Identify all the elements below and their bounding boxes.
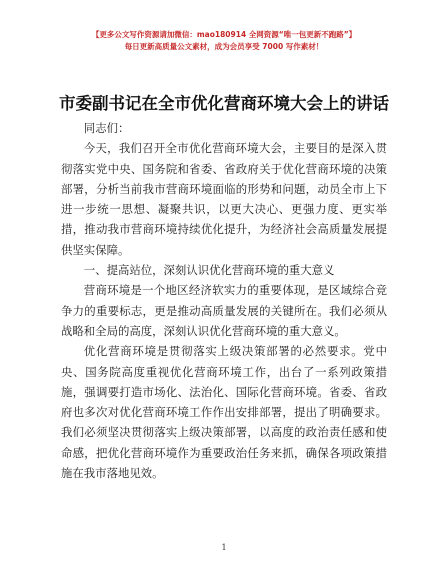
- paragraph-significance: 营商环境是一个地区经济软实力的重要体现，是区域综合竞争力的重要标志，更是推动高质量发展的关键所在。我们必须从战略和全局的高度，深刻认识优化营商环境的重大意义。: [61, 283, 387, 338]
- document-body: [61, 118, 387, 483]
- page-number: 1: [221, 543, 227, 552]
- paragraph-requirements: 优化营商环境是贯彻落实上级决策部署的必然要求。党中央、国务院高度重视优化营商环境工作，出台了一系列政策措施，强调要打造市场化、法治化、国际化营商环境。省委、省政府也多次对优化营商环境工作作出安排部署，提出了明确要求。我们必须坚决贯彻落实上级决策部署，以高度的政治责任感和使命感，把优化营商环境作为重要政治任务来抓，确保各项政策措施在我市落地见效。: [61, 344, 387, 481]
- promo-banner-line-2: 每日更新高质量公文素材，成为会员享受 7000 写作素材！: [124, 42, 324, 51]
- paragraph-intro: 今天，我们召开全市优化营商环境大会，主要目的是深入贯彻落实党中央、国务院和省委、省政府关于优化营商环境的决策部署，分析当前我市营商环境面临的形势和问题，动员全市上下进一步统一思想、凝聚共识，以更大决心、更强力度、更实举措，推动我市营商环境持续优化提升，为经济社会高质量发展提供坚实保障。: [61, 141, 387, 257]
- document-title: 市委副书记在全市优化营商环境大会上的讲话: [59, 94, 389, 113]
- promo-banner-line-1: 【更多公文写作资源请加微信：mao180914 全网资源“唯一包更新不跑路”】: [91, 30, 357, 39]
- section-heading-1: 一、提高站位，深刻认识优化营商环境的重大意义: [83, 263, 335, 278]
- salutation: 同志们：: [83, 121, 130, 135]
